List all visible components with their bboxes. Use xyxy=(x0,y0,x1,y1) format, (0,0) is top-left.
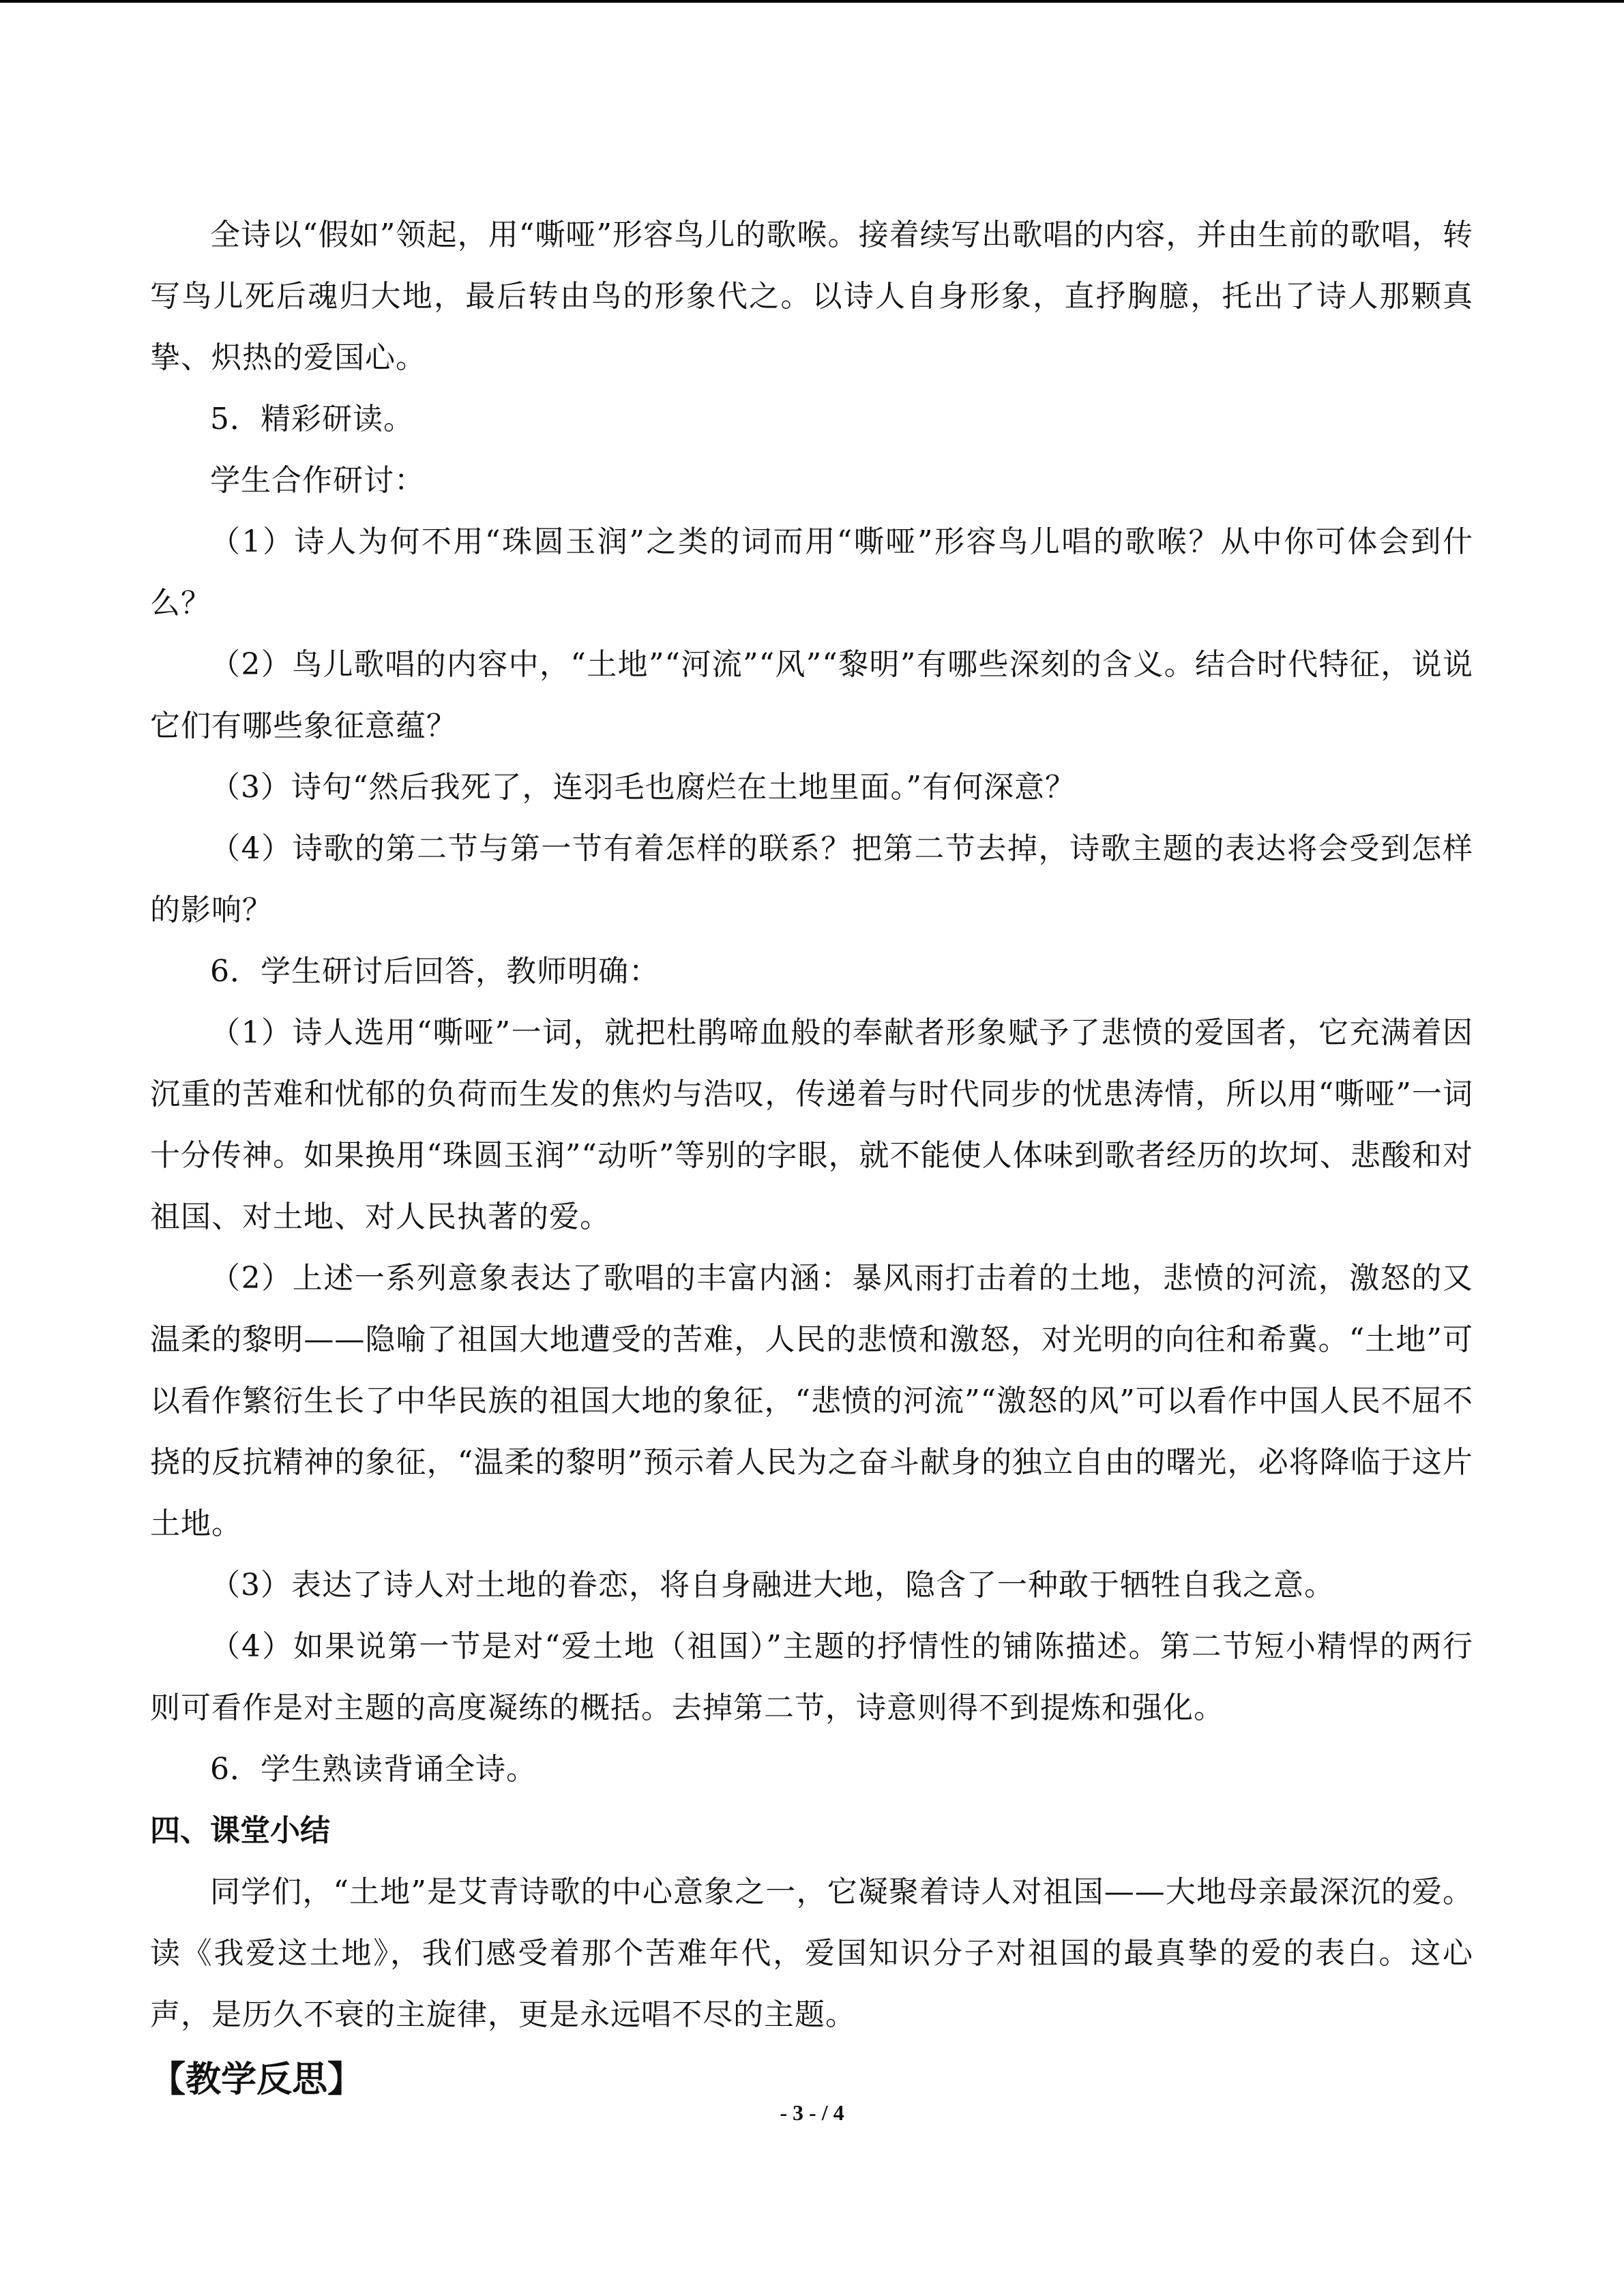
document-body xyxy=(150,205,1473,2114)
answer-1: （1）诗人选用“嘶哑”一词，就把杜鹃啼血般的奉献者形象赋予了悲愤的爱国者，它充满着因沉重的苦难和忧郁的负荷而生发的焦灼与浩叹，传递着与时代同步的忧患涛情，所以用“嘶哑”一词十分传神。如果换用“珠圆玉润”“动听”等别的字眼，就不能使人体味到歌者经历的坎坷、悲酸和对祖国、对土地、对人民执著的爱。 xyxy=(150,1015,1473,1234)
page-number: - 3 - / 4 xyxy=(780,2100,844,2125)
discussion-intro: 学生合作研讨： xyxy=(210,463,425,498)
question-4: （4）诗歌的第二节与第一节有着怎样的联系？把第二节去掉，诗歌主题的表达将会受到怎样的影响？ xyxy=(150,831,1473,927)
answer-2: （2）上述一系列意象表达了歌唱的丰富内涵：暴风雨打击着的土地，悲愤的河流，激怒的又温柔的黎明——隐喻了祖国大地遭受的苦难，人民的悲愤和激怒，对光明的向往和希冀。“土地”可以看作繁衍生长了中华民族的祖国大地的象征，“悲愤的河流”“激怒的风”可以看作中国人民不屈不挠的反抗精神的象征，“温柔的黎明”预示着人民为之奋斗献身的独立自由的曙光，必将降临于这片土地。 xyxy=(150,1261,1473,1541)
summary-paragraph: 同学们，“土地”是艾青诗歌的中心意象之一，它凝聚着诗人对祖国——大地母亲最深沉的爱。读《我爱这土地》，我们感受着那个苦难年代，爱国知识分子对祖国的最真挚的爱的表白。这心声，是历久不衰的主旋律，更是永远唱不尽的主题。 xyxy=(150,1875,1473,2032)
step-6-recite: 6．学生熟读背诵全诗。 xyxy=(210,1752,537,1787)
section-heading-reflection: 【教学反思】 xyxy=(150,2059,364,2100)
answer-4: （4）如果说第一节是对“爱土地（祖国）”主题的抒情性的铺陈描述。第二节短小精悍的两行则可看作是对主题的高度凝练的概括。去掉第二节，诗意则得不到提炼和强化。 xyxy=(150,1629,1473,1725)
question-1: （1）诗人为何不用“珠圆玉润”之类的词而用“嘶哑”形容鸟儿唱的歌喉？从中你可体会到什么？ xyxy=(150,524,1473,621)
question-2: （2）鸟儿歌唱的内容中，“土地”“河流”“风”“黎明”有哪些深刻的含义。结合时代特征，说说它们有哪些象征意蕴？ xyxy=(150,647,1473,743)
paragraph-analysis: 全诗以“假如”领起，用“嘶哑”形容鸟儿的歌喉。接着续写出歌唱的内容，并由生前的歌唱，转写鸟儿死后魂归大地，最后转由鸟的形象代之。以诗人自身形象，直抒胸臆，托出了诗人那颗真挚、炽热的爱国心。 xyxy=(150,218,1473,375)
question-3: （3）诗句“然后我死了，连羽毛也腐烂在土地里面。”有何深意？ xyxy=(210,770,1076,805)
step-5-heading: 5．精彩研读。 xyxy=(210,402,414,436)
top-border-line xyxy=(0,0,1624,3)
section-heading-summary: 四、课堂小结 xyxy=(150,1813,330,1848)
step-6-heading: 6．学生研讨后回答，教师明确： xyxy=(210,954,660,989)
answer-3: （3）表达了诗人对土地的眷恋，将自身融进大地，隐含了一种敢于牺牲自我之意。 xyxy=(210,1568,1335,1602)
